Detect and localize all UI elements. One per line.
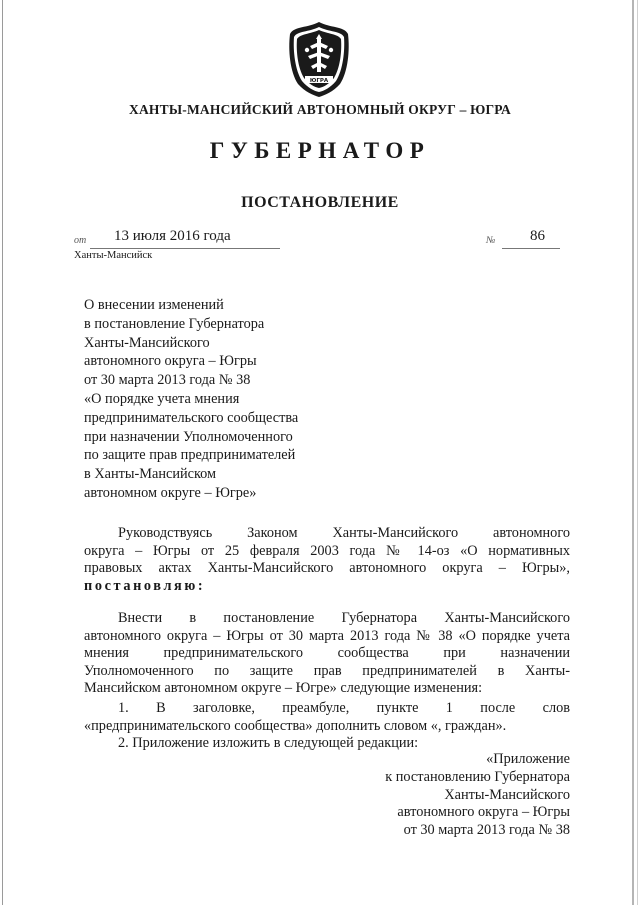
body-line: Уполномоченного по защите прав предпринимателей в Ханты- [84, 662, 570, 679]
body-line: правовых актах Ханты-Мансийского автономного округа – Югры», [84, 560, 570, 577]
issue-city: Ханты-Мансийск [74, 250, 153, 261]
scan-edge-right [632, 0, 634, 905]
body-line: автономного округа – Югры от 30 марта 2013 года № 38 «О порядке учета [84, 627, 570, 644]
paragraph-items [84, 700, 570, 753]
document-number: 86 [530, 228, 545, 244]
subject-line: Ханты-Мансийского [84, 334, 210, 351]
list-item: 1. В заголовке, преамбуле, пункте 1 после слов [118, 700, 570, 716]
subject-line: от 30 марта 2013 года № 38 [84, 372, 251, 389]
subject-line: при назначении Уполномоченного [84, 428, 293, 445]
paragraph-amendment [84, 610, 570, 698]
date-number-row [74, 228, 574, 250]
body-line: Внести в постановление Губернатора Ханты-Мансийского [118, 610, 570, 626]
svg-text:ЮГРА: ЮГРА [309, 78, 329, 84]
document-type-title: ПОСТАНОВЛЕНИЕ [241, 194, 399, 211]
subject-line: О внесении изменений [84, 297, 224, 313]
subject-line: предпринимательского сообщества [84, 409, 299, 426]
number-prefix: № [486, 235, 496, 246]
number-underline [502, 248, 560, 249]
subject-line: по защите прав предпринимателей [84, 447, 296, 464]
body-line: «предпринимательского сообщества» дополнить словом «, граждан». [84, 717, 507, 734]
body-line: Мансийском автономном округе – Югре» следующие изменения: [84, 680, 483, 697]
resolution-word: постановляю: [84, 577, 206, 594]
body-line: мнения предпринимательского сообщества при назначении [84, 645, 570, 662]
appendix-line: от 30 марта 2013 года № 38 [403, 822, 570, 839]
appendix-line: «Приложение [486, 751, 570, 767]
list-item: 2. Приложение изложить в следующей редакции: [118, 735, 419, 752]
appendix-line: к постановлению Губернатора [385, 768, 570, 785]
appendix-header [300, 751, 570, 840]
subject-line: автономного округа – Югры [84, 353, 257, 370]
body-line: округа – Югры от 25 февраля 2003 года № 14-оз «О нормативных [84, 542, 570, 559]
coat-of-arms-emblem [286, 20, 352, 98]
subject-line: в постановление Губернатора [84, 315, 265, 332]
region-name: ХАНТЫ-МАНСИЙСКИЙ АВТОНОМНЫЙ ОКРУГ – ЮГРА [129, 102, 511, 117]
scan-edge-left [2, 0, 3, 905]
subject-line: «О порядке учета мнения [84, 390, 240, 407]
decree-subject [84, 296, 384, 503]
subject-line: автономном округе – Югре» [84, 484, 257, 501]
date-underline [90, 248, 280, 249]
authority-title: ГУБЕРНАТОР [209, 138, 431, 163]
document-date: 13 июля 2016 года [114, 228, 231, 244]
paragraph-legal-basis [84, 525, 570, 595]
subject-line: в Ханты-Мансийском [84, 466, 217, 483]
date-prefix: от [74, 235, 87, 246]
appendix-line: Ханты-Мансийского [444, 786, 570, 803]
appendix-line: автономного округа – Югры [397, 804, 570, 821]
scan-edge-right-inner [637, 0, 638, 905]
body-line: Руководствуясь Законом Ханты-Мансийского автономного [118, 525, 570, 541]
